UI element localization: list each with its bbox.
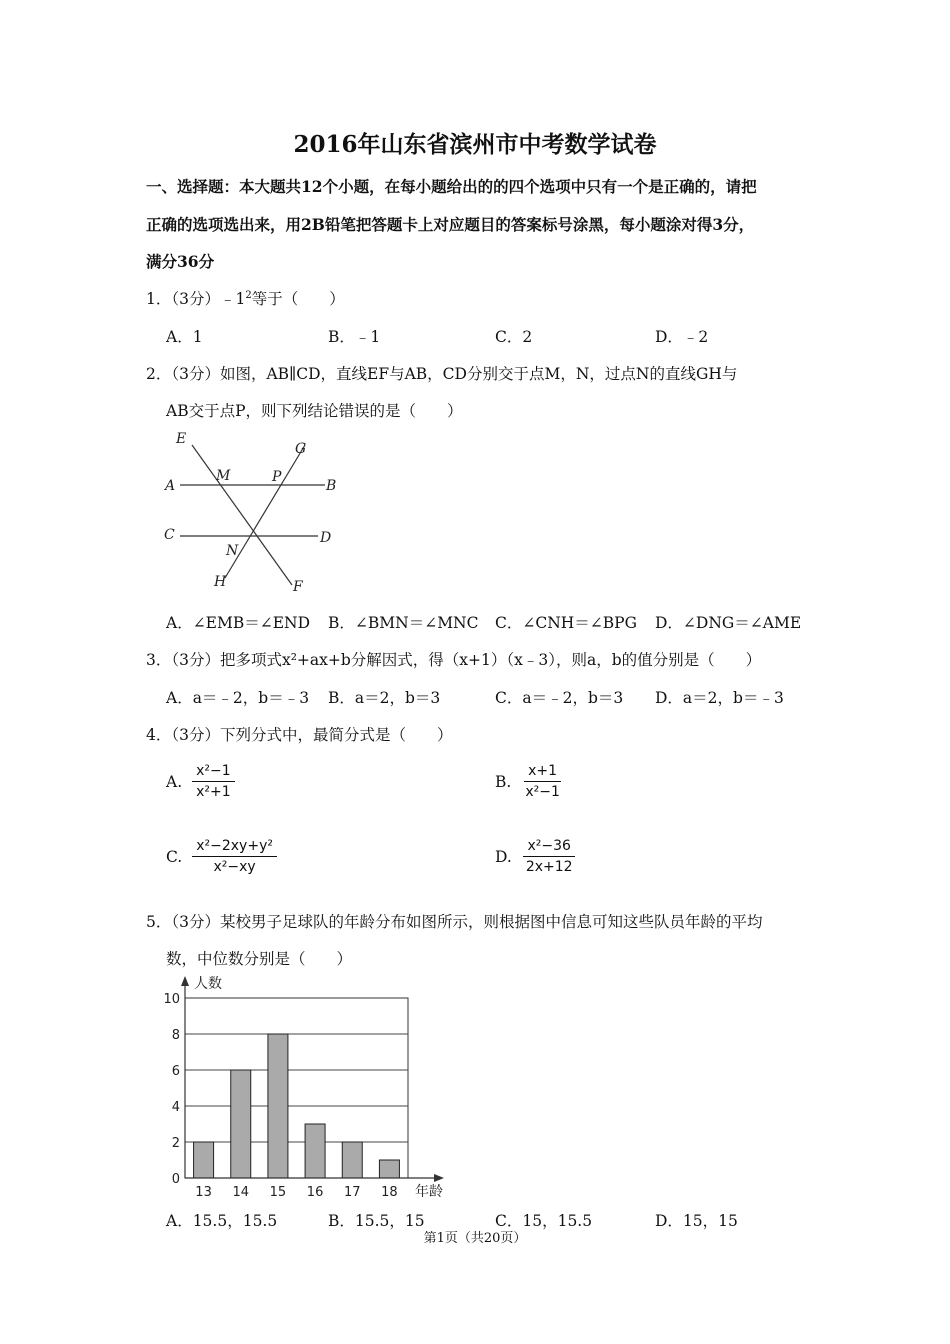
question-4-option-c <box>166 838 277 875</box>
fraction-a-numerator: x²−1 <box>192 763 235 782</box>
y-tick-label: 4 <box>171 1100 180 1115</box>
question-5-option-d: D．15，15 <box>655 1212 738 1230</box>
bar-15 <box>268 1034 288 1178</box>
fraction-b <box>521 763 564 800</box>
fraction-c-numerator: x²−2xy+y² <box>192 838 277 857</box>
geometry-figure <box>160 428 350 598</box>
fraction-d-numerator: x²−36 <box>523 838 574 857</box>
question-3-stem: 3．（3分）把多项式x²+ax+b分解因式，得（x+1）（x﹣3），则a，b的值分别是（ ） <box>146 651 762 669</box>
x-tick-label: 14 <box>232 1185 250 1200</box>
age-distribution-chart <box>160 972 460 1202</box>
question-4-stem: 4．（3分）下列分式中，最简分式是（ ） <box>146 726 453 744</box>
y-axis-label: 人数 <box>194 976 222 992</box>
y-tick-label: 0 <box>171 1172 180 1187</box>
question-3-option-a: A．a＝﹣2，b＝﹣3 <box>166 689 310 707</box>
question-2-option-d: D．∠DNG＝∠AME <box>655 614 802 632</box>
section-heading-line1: 一、选择题：本大题共12个小题，在每小题给出的的四个选项中只有一个是正确的，请把 <box>146 177 757 196</box>
x-tick-label: 16 <box>306 1185 324 1200</box>
y-tick-label: 10 <box>163 992 180 1007</box>
page-title: 2016年山东省滨州市中考数学试卷 <box>293 131 657 158</box>
question-5-option-a: A．15.5，15.5 <box>166 1212 278 1230</box>
chart-grid <box>185 1034 408 1142</box>
question-5-option-b: B．15.5，15 <box>328 1212 425 1230</box>
x-tick-label: 15 <box>269 1185 287 1200</box>
question-3-option-c: C．a＝﹣2，b＝3 <box>495 689 624 707</box>
question-2-stem-line1: 2．（3分）如图，AB∥CD，直线EF与AB，CD分别交于点M，N，过点N的直线GH与 <box>146 365 738 383</box>
label-c: C <box>164 527 175 543</box>
label-d: D <box>320 530 332 546</box>
x-tick-label: 17 <box>343 1185 361 1200</box>
label-a: A <box>165 478 176 494</box>
question-3-option-d: D．a＝2，b＝﹣3 <box>655 689 784 707</box>
x-tick-label: 18 <box>381 1185 398 1200</box>
question-1-option-d: D．﹣2 <box>655 328 709 346</box>
question-4-option-a-label: A. <box>166 772 183 791</box>
question-5-option-c: C．15，15.5 <box>495 1212 593 1230</box>
x-tick-label: 13 <box>195 1185 212 1200</box>
label-n: N <box>226 543 239 559</box>
question-1-option-b: B．﹣1 <box>328 328 381 346</box>
line-ef <box>192 445 292 585</box>
y-tick-label: 6 <box>171 1064 180 1079</box>
y-axis-arrow-icon <box>181 976 189 986</box>
question-5-stem-line2: 数，中位数分别是（ ） <box>166 950 353 968</box>
question-4-option-b-label: B. <box>495 772 512 791</box>
question-1-stem-post: 等于（ ） <box>251 290 345 308</box>
fraction-a-denominator: x²+1 <box>196 784 231 800</box>
page-footer: 第1页（共20页） <box>423 1231 527 1246</box>
fraction-d-denominator: 2x+12 <box>525 859 573 875</box>
question-5-stem-line1: 5．（3分）某校男子足球队的年龄分布如图所示，则根据图中信息可知这些队员年龄的平均 <box>146 913 763 931</box>
x-axis-arrow-icon <box>434 1174 444 1182</box>
question-1-exponent: 2 <box>245 289 252 301</box>
question-2-option-b: B．∠BMN＝∠MNC <box>328 614 479 632</box>
question-4-option-c-label: C. <box>166 847 183 866</box>
fraction-c <box>192 838 277 875</box>
label-m: M <box>216 468 231 484</box>
question-1-stem <box>146 287 816 309</box>
y-tick-label: 8 <box>171 1028 180 1043</box>
fraction-a <box>192 763 235 800</box>
section-heading-line3: 满分36分 <box>146 252 215 271</box>
question-2-option-c: C．∠CNH＝∠BPG <box>495 614 637 632</box>
question-1-stem-pre: 1．（3分）﹣1 <box>146 290 246 308</box>
label-e: E <box>176 431 187 447</box>
label-g: G <box>295 441 307 457</box>
bar-18 <box>379 1160 399 1178</box>
bar-13 <box>194 1142 214 1178</box>
label-h: H <box>214 574 227 590</box>
question-1-option-a: A．1 <box>166 328 203 346</box>
label-p: P <box>272 469 282 485</box>
question-3-option-b: B．a＝2，b＝3 <box>328 689 441 707</box>
question-1-option-c: C．2 <box>495 328 533 346</box>
label-b: B <box>326 478 337 494</box>
bar-17 <box>342 1142 362 1178</box>
section-heading-line2: 正确的选项选出来，用2B铅笔把答题卡上对应题目的答案标号涂黑，每小题涂对得3分， <box>146 215 755 234</box>
question-4-option-d-label: D. <box>495 847 512 866</box>
question-2-stem-line2: AB交于点P，则下列结论错误的是（ ） <box>166 402 463 420</box>
bar-14 <box>231 1070 251 1178</box>
fraction-d <box>522 838 577 875</box>
question-4-option-a <box>166 763 235 800</box>
chart-x-ticks <box>195 1185 397 1200</box>
question-2-option-a: A．∠EMB＝∠END <box>166 614 311 632</box>
question-4-option-b <box>495 763 564 800</box>
chart-y-ticks <box>163 992 180 1187</box>
chart-frame <box>185 998 408 1178</box>
label-f: F <box>293 579 303 595</box>
x-axis-label: 年龄 <box>415 1184 443 1200</box>
fraction-b-numerator: x+1 <box>524 763 561 782</box>
y-tick-label: 2 <box>171 1136 180 1151</box>
fraction-c-denominator: x²−xy <box>213 859 256 875</box>
fraction-b-denominator: x²−1 <box>525 784 560 800</box>
question-4-option-d <box>495 838 577 875</box>
bar-16 <box>305 1124 325 1178</box>
